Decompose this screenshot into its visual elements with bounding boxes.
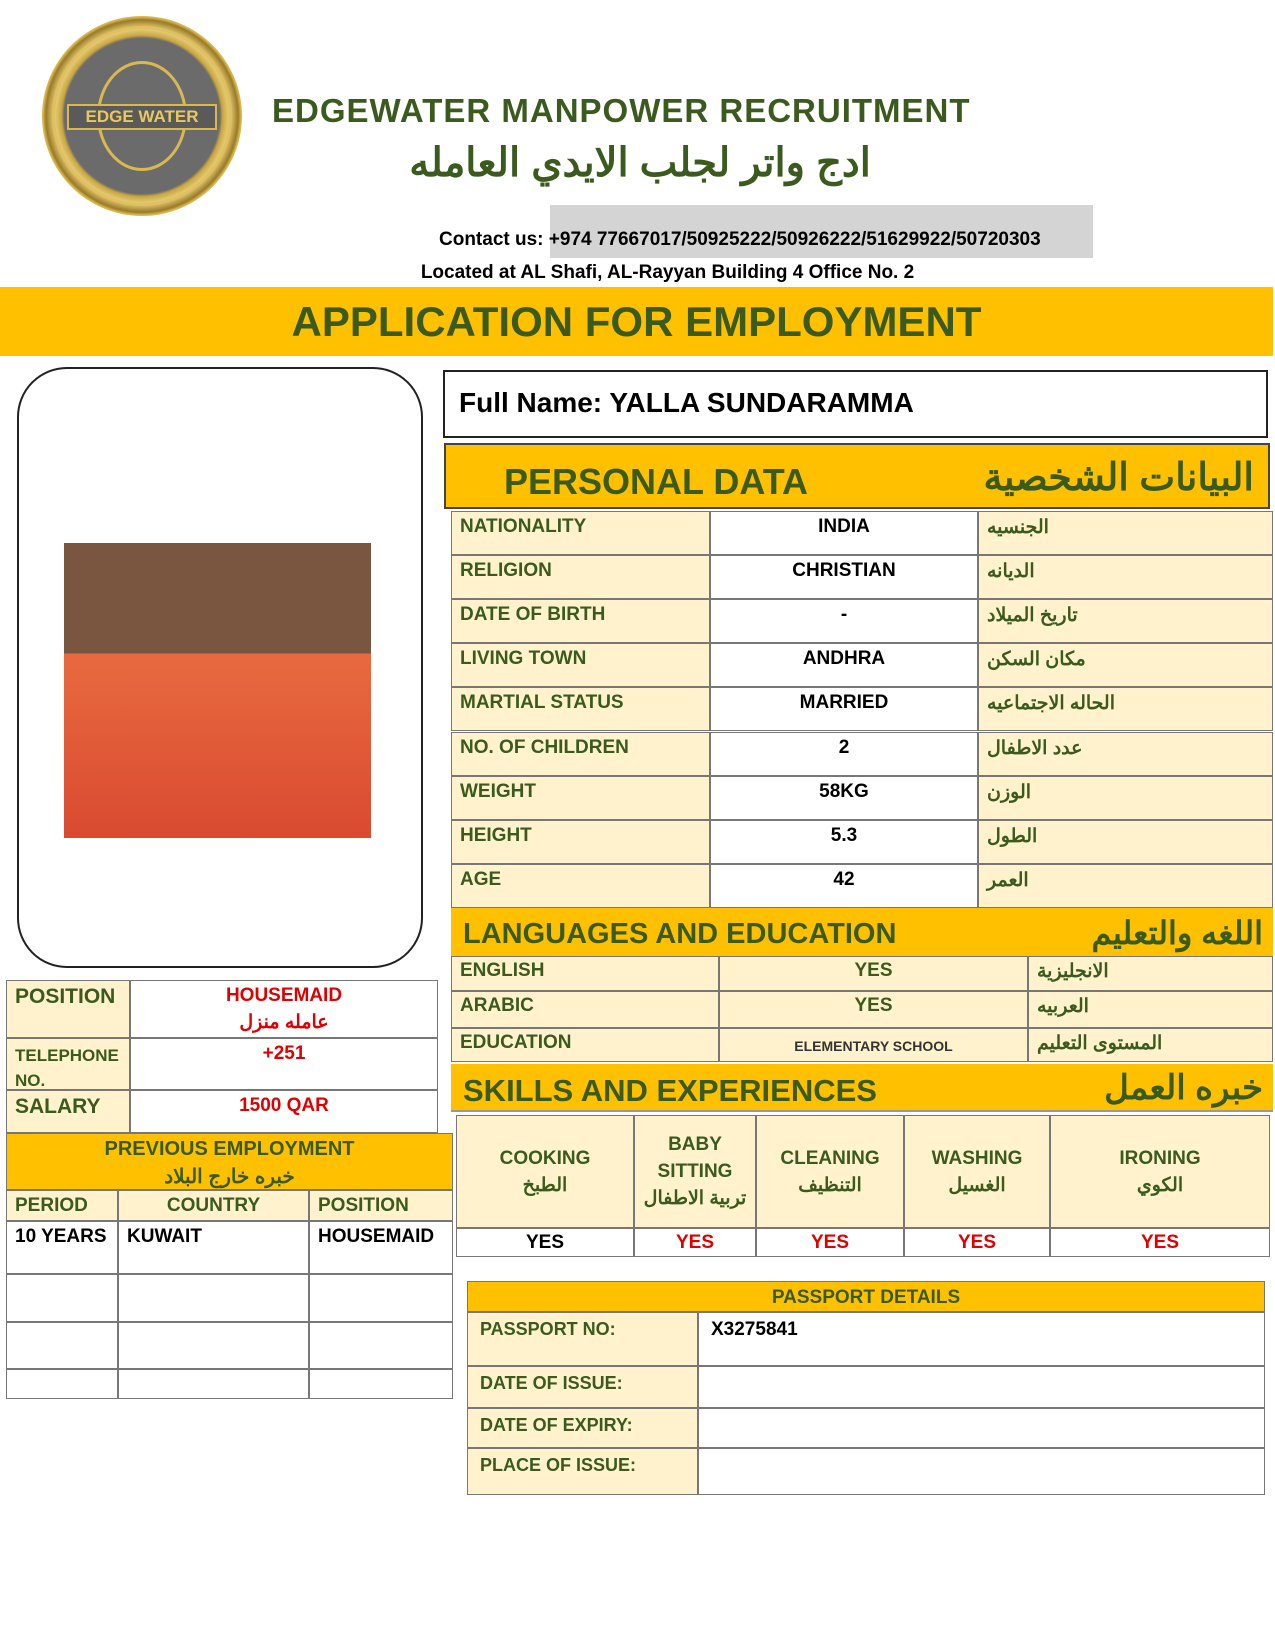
personal-row-value: 2: [710, 732, 978, 776]
skill-name-ar: الكوي: [1136, 1174, 1184, 1196]
passport-value: [698, 1448, 1265, 1495]
position-value: [130, 980, 438, 1038]
skill-name-en: COOKING: [499, 1147, 591, 1169]
personal-row-label-ar: تاريخ الميلاد: [978, 599, 1273, 643]
previous-cell: 10 YEARS: [6, 1221, 118, 1274]
language-row-label: ENGLISH: [451, 956, 719, 991]
position-label: POSITION: [6, 980, 130, 1038]
skill-name-ar: الغسيل: [948, 1174, 1006, 1196]
passport-value: X3275841: [698, 1312, 1265, 1366]
previous-cell: [309, 1274, 453, 1322]
skill-cleaning: [756, 1115, 904, 1228]
personal-row-label: WEIGHT: [451, 776, 710, 820]
personal-row-label: NO. OF CHILDREN: [451, 732, 710, 776]
languages-title-en: LANGUAGES AND EDUCATION: [463, 918, 897, 950]
passport-label: PLACE OF ISSUE:: [467, 1448, 698, 1495]
previous-header-position: POSITION: [309, 1190, 453, 1221]
previous-header-period: PERIOD: [6, 1190, 118, 1221]
personal-row-label: AGE: [451, 864, 710, 908]
skill-name-ar: الطبخ: [522, 1174, 568, 1196]
personal-row-label: NATIONALITY: [451, 511, 710, 555]
previous-cell: [309, 1322, 453, 1369]
skill-washing: [904, 1115, 1050, 1228]
skills-title-ar: خبره العمل: [1104, 1069, 1263, 1107]
skill-baby-sitting: [634, 1115, 756, 1228]
personal-row-label-ar: الطول: [978, 820, 1273, 864]
photo-frame: [17, 367, 423, 968]
passport-label: DATE OF EXPIRY:: [467, 1408, 698, 1448]
passport-label: PASSPORT NO:: [467, 1312, 698, 1366]
skill-name-ar: تربية الاطفال: [643, 1188, 747, 1209]
telephone-value: +251: [130, 1038, 438, 1090]
previous-header-country: COUNTRY: [118, 1190, 309, 1221]
personal-row-label: HEIGHT: [451, 820, 710, 864]
personal-row-label: LIVING TOWN: [451, 643, 710, 687]
previous-cell: [118, 1322, 309, 1369]
position-ar: عامله منزل: [239, 1011, 329, 1033]
language-row-label: EDUCATION: [451, 1028, 719, 1062]
personal-row-label-ar: مكان السكن: [978, 643, 1273, 687]
personal-row-label: DATE OF BIRTH: [451, 599, 710, 643]
skill-name-en: WASHING: [931, 1147, 1023, 1169]
contact-label: Contact us:: [439, 229, 544, 250]
applicant-photo: [64, 469, 371, 838]
passport-value: [698, 1408, 1265, 1448]
skills-header: [451, 1064, 1273, 1112]
personal-row-label-ar: الجنسيه: [978, 511, 1273, 555]
previous-title-en: PREVIOUS EMPLOYMENT: [104, 1138, 355, 1160]
skill-name-en: CLEANING: [780, 1147, 880, 1169]
skill-cooking: [456, 1115, 634, 1228]
telephone-label: TELEPHONE NO.: [6, 1038, 130, 1090]
previous-cell: [6, 1274, 118, 1322]
company-logo: [42, 16, 242, 216]
language-row-value: ELEMENTARY SCHOOL: [719, 1028, 1028, 1062]
previous-title-ar: خبره خارج البلاد: [164, 1166, 295, 1188]
previous-cell: [118, 1369, 309, 1399]
skill-value: YES: [456, 1228, 634, 1257]
language-row-label-ar: العربيه: [1028, 991, 1273, 1028]
contact-numbers: +974 77667017/50925222/50926222/51629922/50720303: [548, 229, 1041, 250]
previous-cell: [6, 1322, 118, 1369]
passport-header: PASSPORT DETAILS: [467, 1281, 1265, 1312]
previous-cell: [309, 1369, 453, 1399]
previous-employment-header: [6, 1133, 453, 1190]
language-row-label-ar: الانجليزية: [1028, 956, 1273, 991]
skill-value: YES: [756, 1228, 904, 1257]
personal-row-label-ar: العمر: [978, 864, 1273, 908]
location: Located at AL Shafi, AL-Rayyan Building 4 Office No. 2: [420, 262, 915, 283]
skill-name-en: BABY SITTING: [657, 1134, 733, 1182]
personal-row-label-ar: الديانه: [978, 555, 1273, 599]
personal-row-label: RELIGION: [451, 555, 710, 599]
language-row-label: ARABIC: [451, 991, 719, 1028]
personal-title-en: PERSONAL DATA: [504, 461, 809, 502]
personal-row-value: ANDHRA: [710, 643, 978, 687]
personal-row-label-ar: الحاله الاجتماعيه: [978, 687, 1273, 731]
skill-value: YES: [1050, 1228, 1270, 1257]
skill-value: YES: [634, 1228, 756, 1257]
personal-row-value: INDIA: [710, 511, 978, 555]
personal-row-value: -: [710, 599, 978, 643]
skill-name-ar: التنظيف: [798, 1174, 862, 1196]
personal-row-value: 58KG: [710, 776, 978, 820]
skill-name-en: IRONING: [1119, 1147, 1201, 1169]
skills-title-en: SKILLS AND EXPERIENCES: [463, 1073, 877, 1108]
personal-title-ar: البيانات الشخصية: [983, 457, 1254, 499]
languages-header: [451, 908, 1273, 956]
languages-title-ar: اللغه والتعليم: [1091, 915, 1263, 951]
personal-row-label: MARTIAL STATUS: [451, 687, 710, 731]
personal-row-value: 42: [710, 864, 978, 908]
previous-cell: KUWAIT: [118, 1221, 309, 1274]
salary-label: SALARY: [6, 1090, 130, 1133]
full-name-label: Full Name:: [459, 387, 603, 418]
skill-value: YES: [904, 1228, 1050, 1257]
language-row-value: YES: [719, 991, 1028, 1028]
personal-row-label-ar: الوزن: [978, 776, 1273, 820]
company-title-ar: ادج واتر لجلب الايدي العامله: [409, 141, 871, 185]
personal-row-label-ar: عدد الاطفال: [978, 732, 1273, 776]
passport-label: DATE OF ISSUE:: [467, 1366, 698, 1408]
position-en: HOUSEMAID: [225, 984, 343, 1006]
language-row-label-ar: المستوى التعليم: [1028, 1028, 1273, 1062]
personal-row-value: 5.3: [710, 820, 978, 864]
contact-line: [439, 229, 1041, 251]
full-name-value: YALLA SUNDARAMMA: [609, 387, 914, 418]
previous-cell: HOUSEMAID: [309, 1221, 453, 1274]
language-row-value: YES: [719, 956, 1028, 991]
application-banner: APPLICATION FOR EMPLOYMENT: [0, 287, 1273, 356]
previous-cell: [6, 1369, 118, 1399]
company-title-en: EDGEWATER MANPOWER RECRUITMENT: [272, 92, 971, 129]
personal-row-value: CHRISTIAN: [710, 555, 978, 599]
salary-value: 1500 QAR: [130, 1090, 438, 1133]
previous-cell: [118, 1274, 309, 1322]
full-name-box: [443, 370, 1268, 438]
logo-text: EDGE WATER: [67, 104, 217, 130]
personal-row-value: MARRIED: [710, 687, 978, 731]
skill-ironing: [1050, 1115, 1270, 1228]
passport-value: [698, 1366, 1265, 1408]
personal-data-header: [444, 443, 1270, 509]
